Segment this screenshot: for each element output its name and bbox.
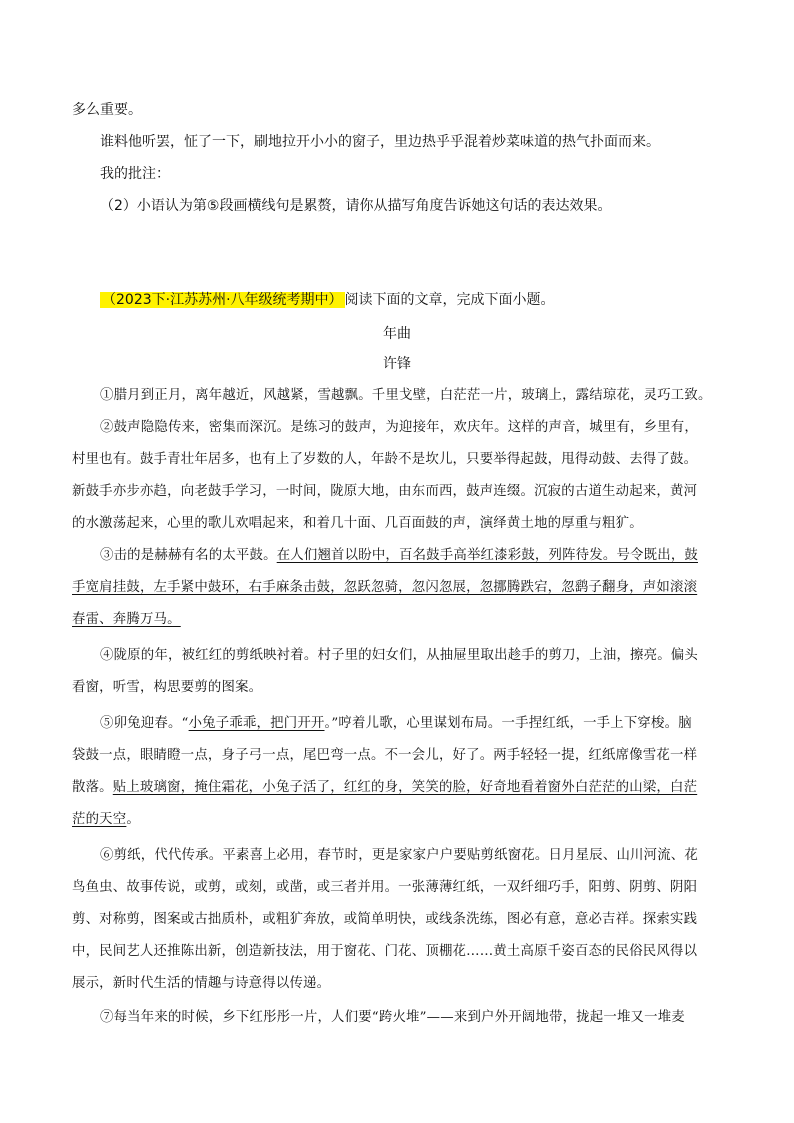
article-line: 的水激荡起来，心里的歌儿欢唱起来，和着几十面、几百面鼓的声，演绎黄土地的厚重与粗犷。	[72, 516, 643, 531]
article-line: ⑥剪纸，代代传承。平素喜上必用，春节时，更是家家户户要贴剪纸窗花。日月星辰、山川河流、花	[100, 848, 698, 863]
article-text: ⑤卯兔迎春。“	[100, 716, 189, 731]
article-line	[72, 810, 732, 830]
underlined-sentence: 在人们翘首以盼中，百名鼓手高举红漆彩鼓，列阵待发。号令既出，鼓	[276, 548, 698, 563]
paragraph-line: 谁料他听罢，怔了一下，刷地拉开小小的窗子，里边热乎乎混着炒菜味道的热气扑面而来。	[100, 134, 660, 150]
article-line: 袋鼓一点，眼睛瞪一点，身子弓一点，尾巴弯一点。不一会儿，好了。两手轻轻一提，红纸席像雪花一样	[72, 748, 698, 763]
underlined-sentence: 春雷、奔腾万马。	[72, 612, 181, 627]
paragraph-line: 我的批注：	[100, 166, 170, 182]
article-author: 许锋	[383, 356, 411, 372]
article-line: 村里也有。鼓手青壮年居多，也有上了岁数的人，年龄不是坎儿，只要举得起鼓，甩得动鼓、去得了鼓。	[72, 452, 698, 467]
instruction-text: 阅读下面的文章，完成下面小题。	[344, 292, 555, 308]
article-text: 散落。	[72, 780, 113, 795]
article-line: ④陇原的年，被红红的剪纸映衬着。村子里的妇女们，从抽屉里取出趁手的剪刀，上油，擦亮。偏头	[100, 648, 698, 663]
underlined-sentence: 手宽肩挂鼓，左手紧中鼓环，右手麻条击鼓，忽跃忽骑，忽闪忽展，忽挪腾跌宕，忽鹞子翻身，声如滚滚	[72, 580, 698, 595]
article-line: 展示，新时代生活的情趣与诗意得以传递。	[72, 976, 331, 991]
underlined-sentence: 贴上玻璃窗，掩住霜花，小兔子活了，红红的身，笑笑的脸，好奇地看着窗外白茫茫的山梁，白茫	[112, 780, 698, 795]
article-line	[100, 546, 760, 566]
article-line: ⑦每当年来的时候，乡下红彤彤一片，人们要“跨火堆”——来到户外开阔地带，拢起一堆又一堆麦	[100, 1010, 685, 1025]
article-line	[72, 778, 732, 798]
underlined-sentence: 茫的天空	[72, 812, 127, 827]
article-line: 中，民间艺人还推陈出新，创造新技法，用于窗花、门花、顶棚花……黄土高原千姿百态的民俗民风得以	[72, 944, 698, 959]
source-tag: （2023下·江苏苏州·八年级统考期中）	[102, 292, 343, 308]
article-line: 看窗，听雪，构思要剪的图案。	[72, 680, 263, 695]
article-text: ③击的是赫赫有名的太平鼓。	[100, 548, 277, 563]
article-title: 年曲	[383, 326, 411, 342]
article-line: 新鼓手亦步亦趋，向老鼓手学习，一时间，陇原大地，由东而西，鼓声连缀。沉寂的古道生动起来，黄河	[72, 484, 698, 499]
question-item: （2）小语认为第⑤段画横线句是累赘，请你从描写角度告诉她这句话的表达效果。	[100, 198, 612, 214]
article-line: 剪、对称剪，图案或古拙质朴，或粗犷奔放，或简单明快，或线条洗练，图必有意，意必吉祥。探索实践	[72, 912, 698, 927]
article-text: 。	[126, 812, 140, 827]
underlined-phrase: 小兔子乖乖，把门开开	[188, 716, 325, 731]
article-line	[100, 714, 760, 734]
article-line: ①腊月到正月，离年越近，风越紧，雪越飘。千里戈壁，白茫茫一片，玻璃上，露结琼花，灵巧工致。	[100, 388, 712, 403]
paragraph-line: 多么重要。	[72, 102, 142, 118]
article-text: 。”哼着儿歌，心里谋划布局。一手捏红纸，一手上下穿梭。脑	[324, 716, 692, 731]
article-line: 鸟鱼虫、故事传说，或剪，或刻，或凿，或三者并用。一张薄薄红纸，一双纤细巧手，阳剪、阴剪、阴阳	[72, 880, 698, 895]
question-header	[100, 290, 760, 310]
article-line: ②鼓声隐隐传来，密集而深沉。是练习的鼓声，为迎接年，欢庆年。这样的声音，城里有，乡里有，	[100, 420, 698, 435]
